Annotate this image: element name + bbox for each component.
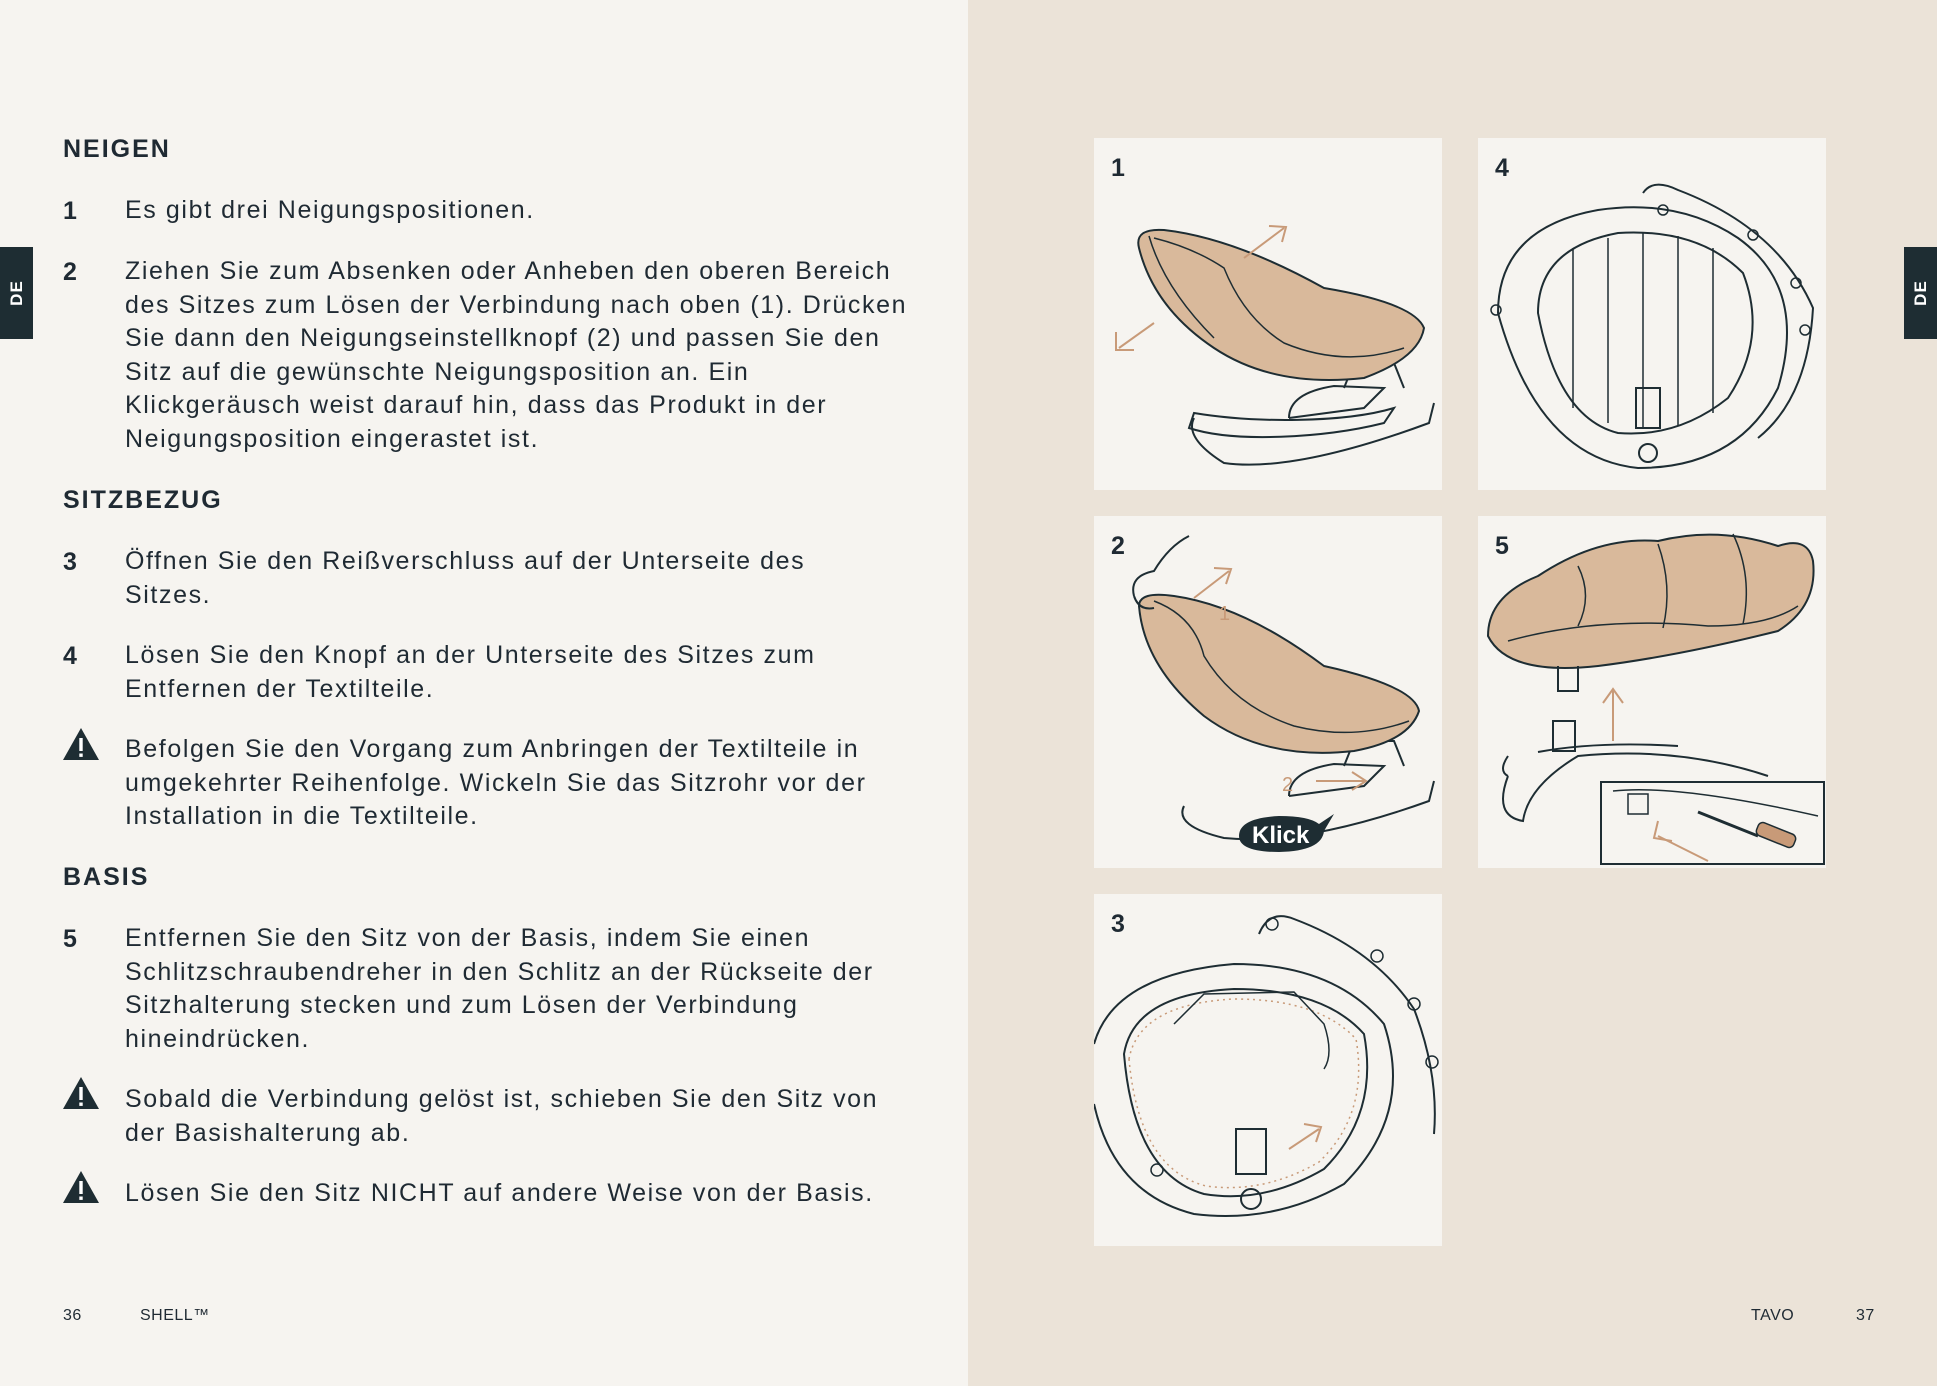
page-number-right: 37 xyxy=(1856,1307,1875,1324)
instruction-text: Sobald die Verbindung gelöst ist, schieben Sie den Sitz von der Basishalterung ab. xyxy=(125,1085,879,1147)
item-number: 2 xyxy=(63,258,77,286)
heading-basis: BASIS xyxy=(63,863,150,891)
heading-sitzbezug: SITZBEZUG xyxy=(63,486,223,514)
illustration-panel-5 xyxy=(1478,516,1826,868)
language-tab-right: DE xyxy=(1904,247,1937,339)
item-number: 4 xyxy=(63,642,77,670)
illustration-panel-3 xyxy=(1094,894,1442,1246)
panel-number: 1 xyxy=(1111,154,1125,182)
seat-remove-illustration xyxy=(1478,516,1826,868)
brand-right: TAVO xyxy=(1751,1307,1795,1324)
instruction-text: Öffnen Sie den Reißverschluss auf der Unterseite des Sitzes. xyxy=(125,547,806,609)
step-label-2: 2 xyxy=(1282,774,1294,796)
panel-number: 3 xyxy=(1111,910,1125,938)
item-number: 3 xyxy=(63,548,77,576)
click-label: Klick xyxy=(1252,822,1310,849)
instruction-text: Lösen Sie den Sitz NICHT auf andere Weise von der Basis. xyxy=(125,1179,874,1207)
instruction-text: Es gibt drei Neigungspositionen. xyxy=(125,196,535,224)
seat-recline-illustration xyxy=(1094,138,1442,490)
seat-frame-illustration xyxy=(1478,138,1826,490)
brand-left: SHELL™ xyxy=(140,1307,210,1324)
instruction-text: Entfernen Sie den Sitz von der Basis, indem Sie einen Schlitzschraubendreher in den Schlitz an der Rückseite der Sitzhalterung stecken und zum Lösen der Verbindung hineindrücken. xyxy=(125,924,874,1053)
step-label-1: 1 xyxy=(1219,603,1231,625)
illustration-panel-2 xyxy=(1094,516,1442,868)
warning-icon xyxy=(62,1170,100,1204)
seat-zipper-illustration xyxy=(1094,894,1442,1246)
panel-number: 4 xyxy=(1495,154,1509,182)
warning-icon xyxy=(62,1076,100,1110)
seat-adjust-illustration xyxy=(1094,516,1442,868)
language-tab-left: DE xyxy=(0,247,33,339)
panel-number: 5 xyxy=(1495,532,1509,560)
warning-icon xyxy=(62,727,100,761)
instruction-text: Lösen Sie den Knopf an der Unterseite des Sitzes zum Entfernen der Textilteile. xyxy=(125,641,816,703)
item-number: 1 xyxy=(63,197,77,225)
page-number-left: 36 xyxy=(63,1307,82,1324)
panel-number: 2 xyxy=(1111,532,1125,560)
instruction-text: Befolgen Sie den Vorgang zum Anbringen der Textilteile in umgekehrter Reihenfolge. Wickeln Sie das Sitzrohr vor der Installation in die Textilteile. xyxy=(125,735,867,830)
illustration-panel-1 xyxy=(1094,138,1442,490)
item-number: 5 xyxy=(63,925,77,953)
instruction-text: Ziehen Sie zum Absenken oder Anheben den oberen Bereich des Sitzes zum Lösen der Verbindung nach oben (1). Drücken Sie dann den Neigungseinstellknopf (2) und passen Sie den Sitz auf die gewünschte Neigungsposition an. Ein Klickgeräusch weist darauf hin, dass das Produkt in der Neigungsposition eingerastet ist. xyxy=(125,257,908,453)
heading-neigen: NEIGEN xyxy=(63,135,171,163)
illustration-panel-4 xyxy=(1478,138,1826,490)
